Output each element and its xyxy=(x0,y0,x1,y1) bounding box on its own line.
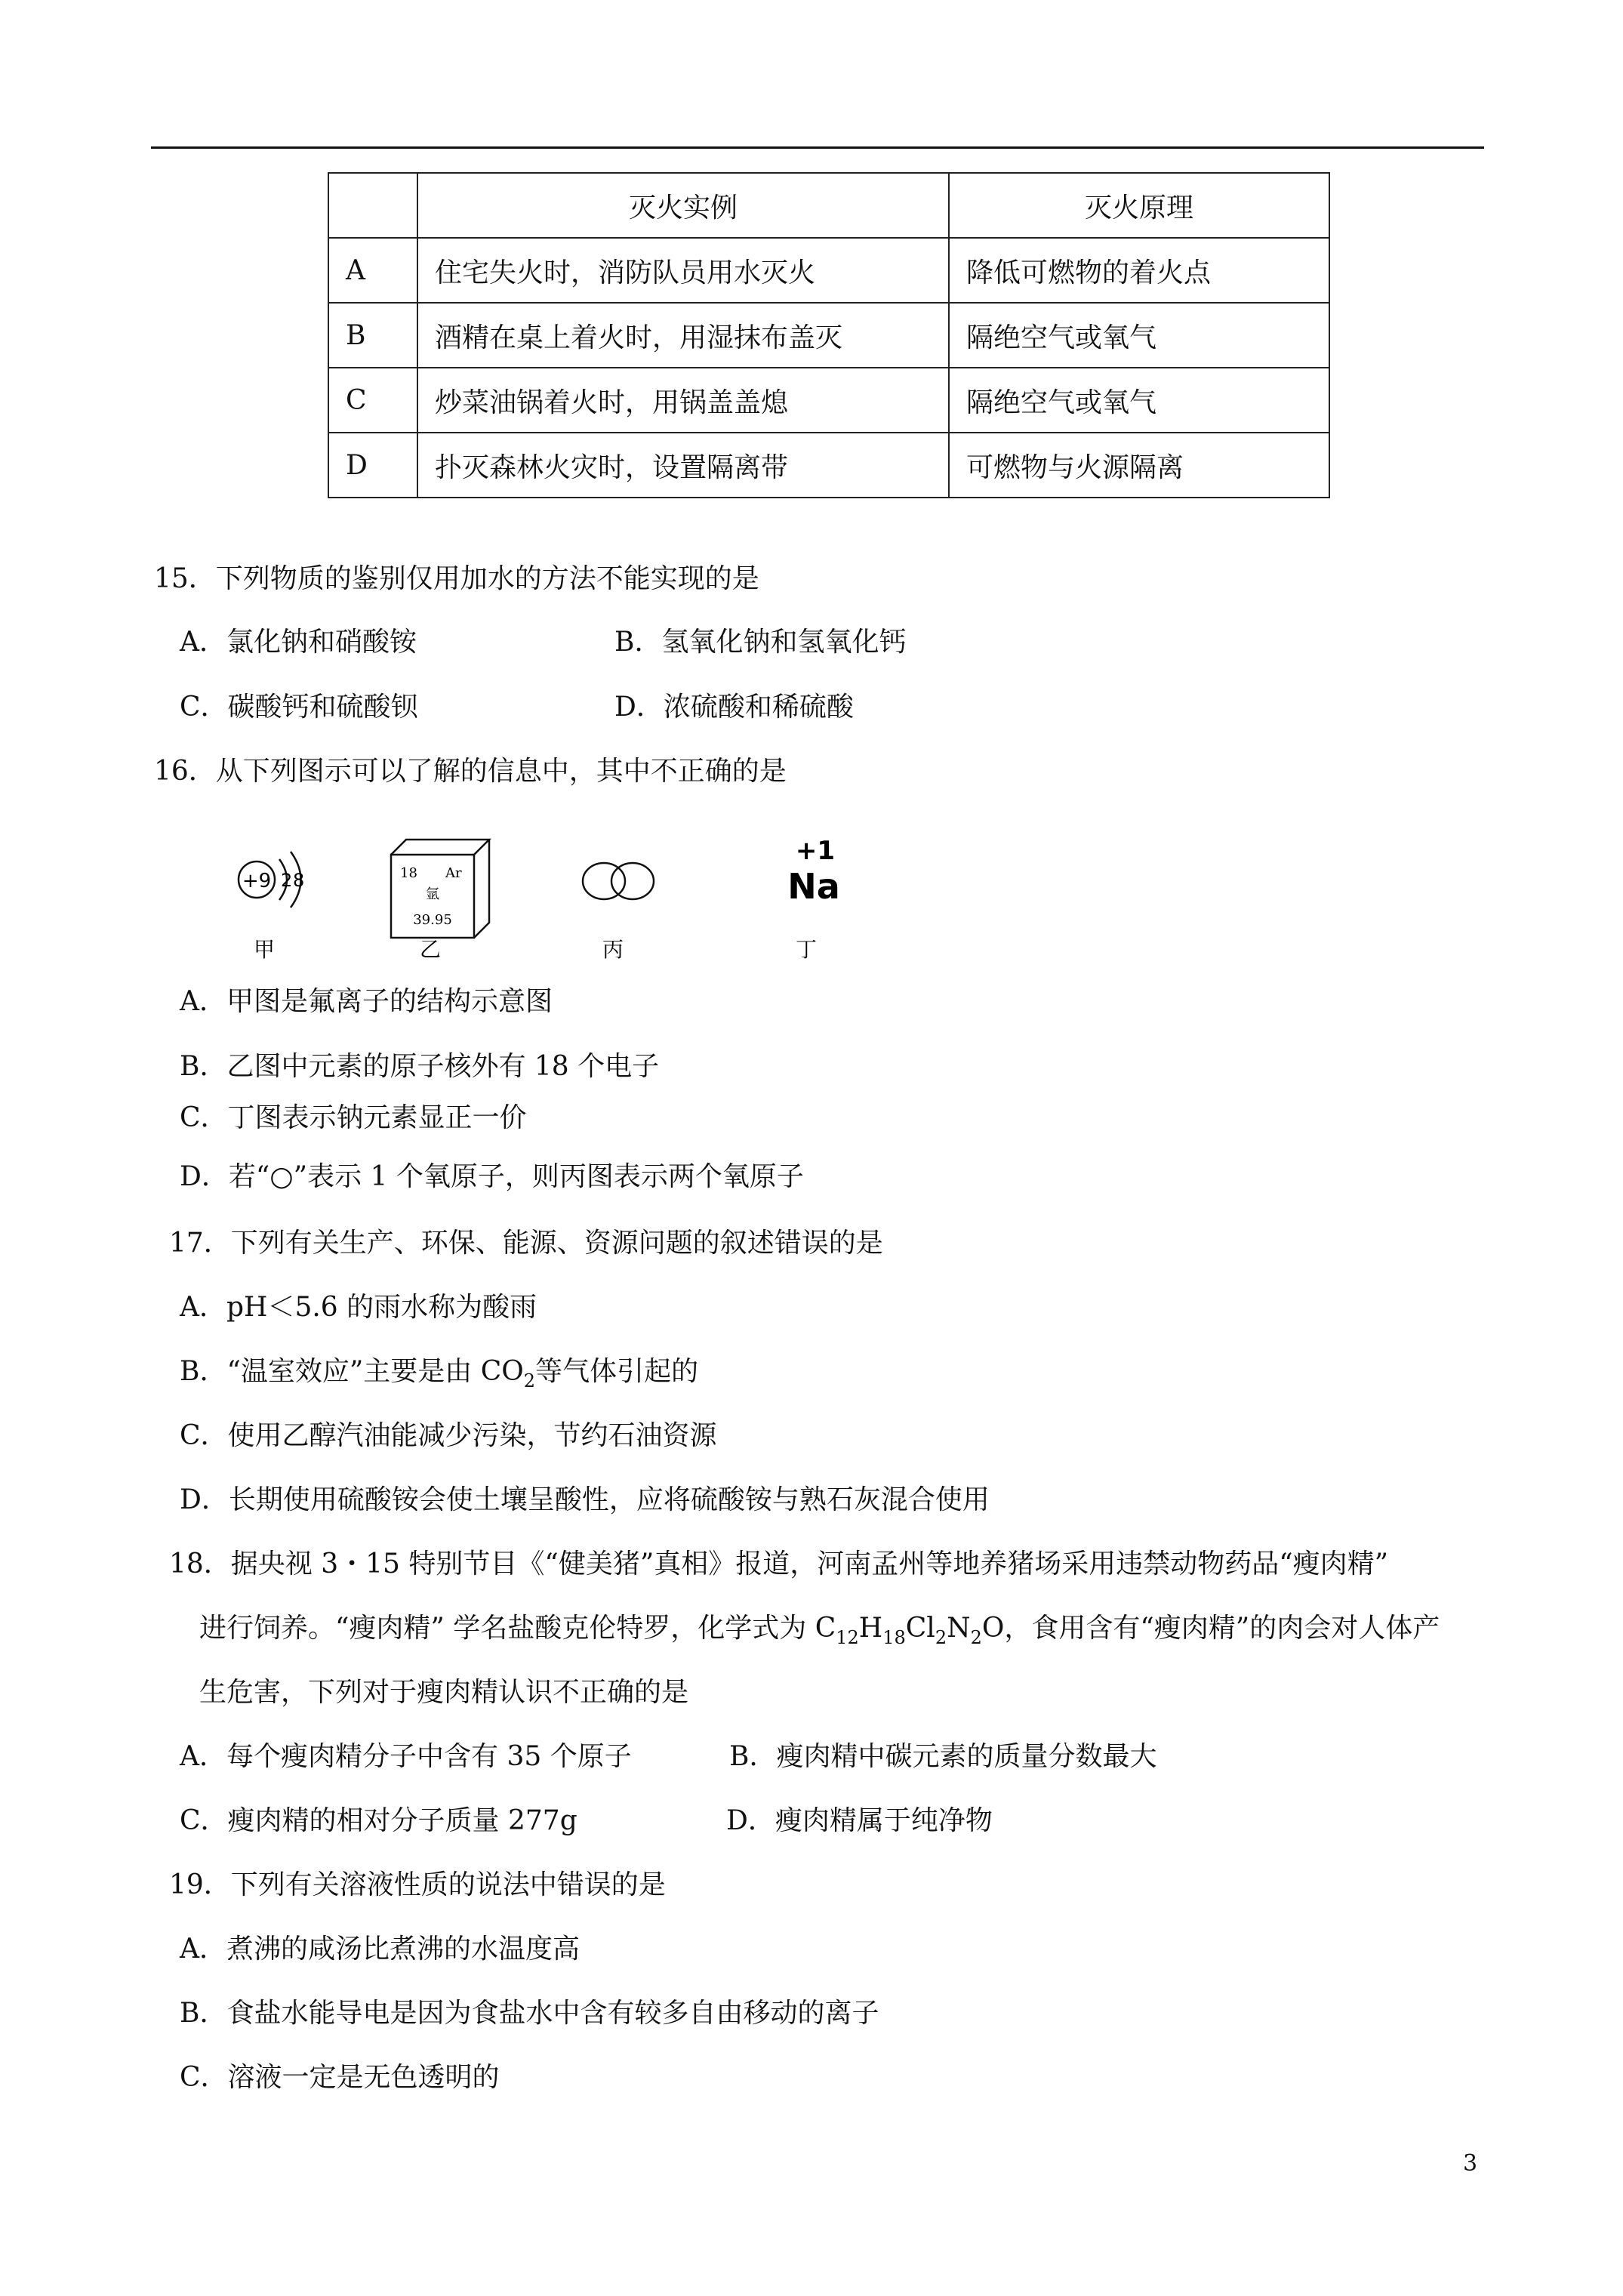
q15-option-c: C．碳酸钙和硫酸钡 xyxy=(180,692,418,723)
row-example: 扑灭森林火灾时，设置隔离带 xyxy=(417,433,949,498)
subscript: 12 xyxy=(836,1627,859,1648)
row-example: 炒菜油锅着火时，用锅盖盖熄 xyxy=(417,368,949,433)
table-header-cell xyxy=(328,173,417,238)
option-text: 等气体引起的 xyxy=(535,1356,699,1387)
subscript: 2 xyxy=(935,1627,947,1648)
figure-label-bing: 丙 xyxy=(602,937,624,962)
formula-element: N xyxy=(947,1613,971,1644)
table-header-row xyxy=(328,173,1329,238)
figure-label-jia: 甲 xyxy=(253,937,276,962)
row-label: D xyxy=(328,433,417,498)
atomic-number: 18 xyxy=(400,865,417,881)
q18-option-d: D．瘦肉精属于纯净物 xyxy=(726,1805,993,1836)
q17-option-a: A．pH＜5.6 的雨水称为酸雨 xyxy=(180,1292,537,1323)
sodium-valence-diagram xyxy=(787,836,840,907)
formula-element: Cl xyxy=(905,1613,935,1644)
nucleus-charge: +9 xyxy=(242,870,272,892)
row-example: 酒精在桌上着火时，用湿抹布盖灭 xyxy=(417,303,949,368)
table-header-cell: 灭火实例 xyxy=(417,173,949,238)
option-text: B．“温室效应”主要是由 CO xyxy=(180,1356,524,1387)
q16-figure xyxy=(219,831,883,974)
q16-option-d: D．若“○”表示 1 个氧原子，则丙图表示两个氧原子 xyxy=(180,1161,804,1192)
formula-element: H xyxy=(858,1613,883,1644)
header-rule xyxy=(151,146,1484,149)
q19-option-c: C．溶液一定是无色透明的 xyxy=(180,2062,500,2093)
second-shell-electrons: 8 xyxy=(293,870,305,891)
q17-stem: 17．下列有关生产、环保、能源、资源问题的叙述错误的是 xyxy=(169,1228,883,1259)
two-oxygen-atoms-diagram xyxy=(583,863,654,899)
row-principle: 可燃物与火源隔离 xyxy=(949,433,1329,498)
atomic-mass: 39.95 xyxy=(413,912,452,928)
q15-stem: 15．下列物质的鉴别仅用加水的方法不能实现的是 xyxy=(154,563,759,594)
q18-stem-line3: 生危害，下列对于瘦肉精认识不正确的是 xyxy=(199,1677,689,1708)
q19-stem: 19．下列有关溶液性质的说法中错误的是 xyxy=(169,1869,666,1900)
row-label: C xyxy=(328,368,417,433)
row-example: 住宅失火时，消防队员用水灭火 xyxy=(417,238,949,303)
q16-option-b: B．乙图中元素的原子核外有 18 个电子 xyxy=(180,1051,660,1082)
atom-structure-diagram xyxy=(239,852,304,908)
table-header-cell: 灭火原理 xyxy=(949,173,1329,238)
row-label: A xyxy=(328,238,417,303)
element-name: 氩 xyxy=(426,886,439,902)
q19-option-b: B．食盐水能导电是因为食盐水中含有较多自由移动的离子 xyxy=(180,1998,879,2029)
q18-option-c: C．瘦肉精的相对分子质量 277g xyxy=(180,1805,577,1836)
table-row xyxy=(328,368,1329,433)
q16-option-a: A．甲图是氟离子的结构示意图 xyxy=(180,986,553,1017)
q15-option-a: A．氯化钠和硝酸铵 xyxy=(180,627,417,658)
first-shell-electrons: 2 xyxy=(281,870,293,891)
page-number: 3 xyxy=(1463,2150,1478,2177)
row-principle: 隔绝空气或氧气 xyxy=(949,303,1329,368)
element-symbol: Ar xyxy=(445,865,462,881)
table-row xyxy=(328,433,1329,498)
row-label: B xyxy=(328,303,417,368)
row-principle: 隔绝空气或氧气 xyxy=(949,368,1329,433)
stem-text: 进行饲养。“瘦肉精” 学名盐酸克伦特罗，化学式为 C xyxy=(199,1613,836,1644)
formula-element: O xyxy=(981,1613,1005,1644)
q18-stem-line2 xyxy=(199,1607,1440,1648)
q17-option-c: C．使用乙醇汽油能减少污染，节约石油资源 xyxy=(180,1420,717,1451)
row-principle: 降低可燃物的着火点 xyxy=(949,238,1329,303)
sodium-symbol: Na xyxy=(787,866,840,907)
element-cube-diagram xyxy=(391,840,489,938)
q19-option-a: A．煮沸的咸汤比煮沸的水温度高 xyxy=(180,1934,580,1965)
figure-label-ding: 丁 xyxy=(795,937,818,962)
table-row xyxy=(328,303,1329,368)
q16-option-c: C．丁图表示钠元素显正一价 xyxy=(180,1102,527,1133)
fire-extinguishing-table xyxy=(328,172,1330,498)
subscript: 2 xyxy=(970,1627,982,1648)
q18-stem-line1: 18．据央视 3・15 特别节目《“健美猪”真相》报道，河南孟州等地养猪场采用违禁动物药品“瘦肉精” xyxy=(169,1549,1389,1579)
subscript: 18 xyxy=(882,1627,906,1648)
valence: +1 xyxy=(795,836,836,866)
q15-option-d: D．浓硫酸和稀硫酸 xyxy=(614,692,854,723)
q16-stem: 16．从下列图示可以了解的信息中，其中不正确的是 xyxy=(154,756,787,787)
q18-option-b: B．瘦肉精中碳元素的质量分数最大 xyxy=(729,1741,1157,1772)
q17-option-d: D．长期使用硫酸铵会使土壤呈酸性，应将硫酸铵与熟石灰混合使用 xyxy=(180,1484,990,1515)
figure-label-yi: 乙 xyxy=(419,937,442,962)
stem-text: ，食用含有“瘦肉精”的肉会对人体产 xyxy=(1004,1613,1440,1644)
q18-option-a: A．每个瘦肉精分子中含有 35 个原子 xyxy=(180,1741,632,1772)
q15-option-b: B．氢氧化钠和氢氧化钙 xyxy=(614,627,907,658)
q17-option-b xyxy=(180,1350,699,1391)
subscript: 2 xyxy=(523,1370,536,1391)
table-row xyxy=(328,238,1329,303)
